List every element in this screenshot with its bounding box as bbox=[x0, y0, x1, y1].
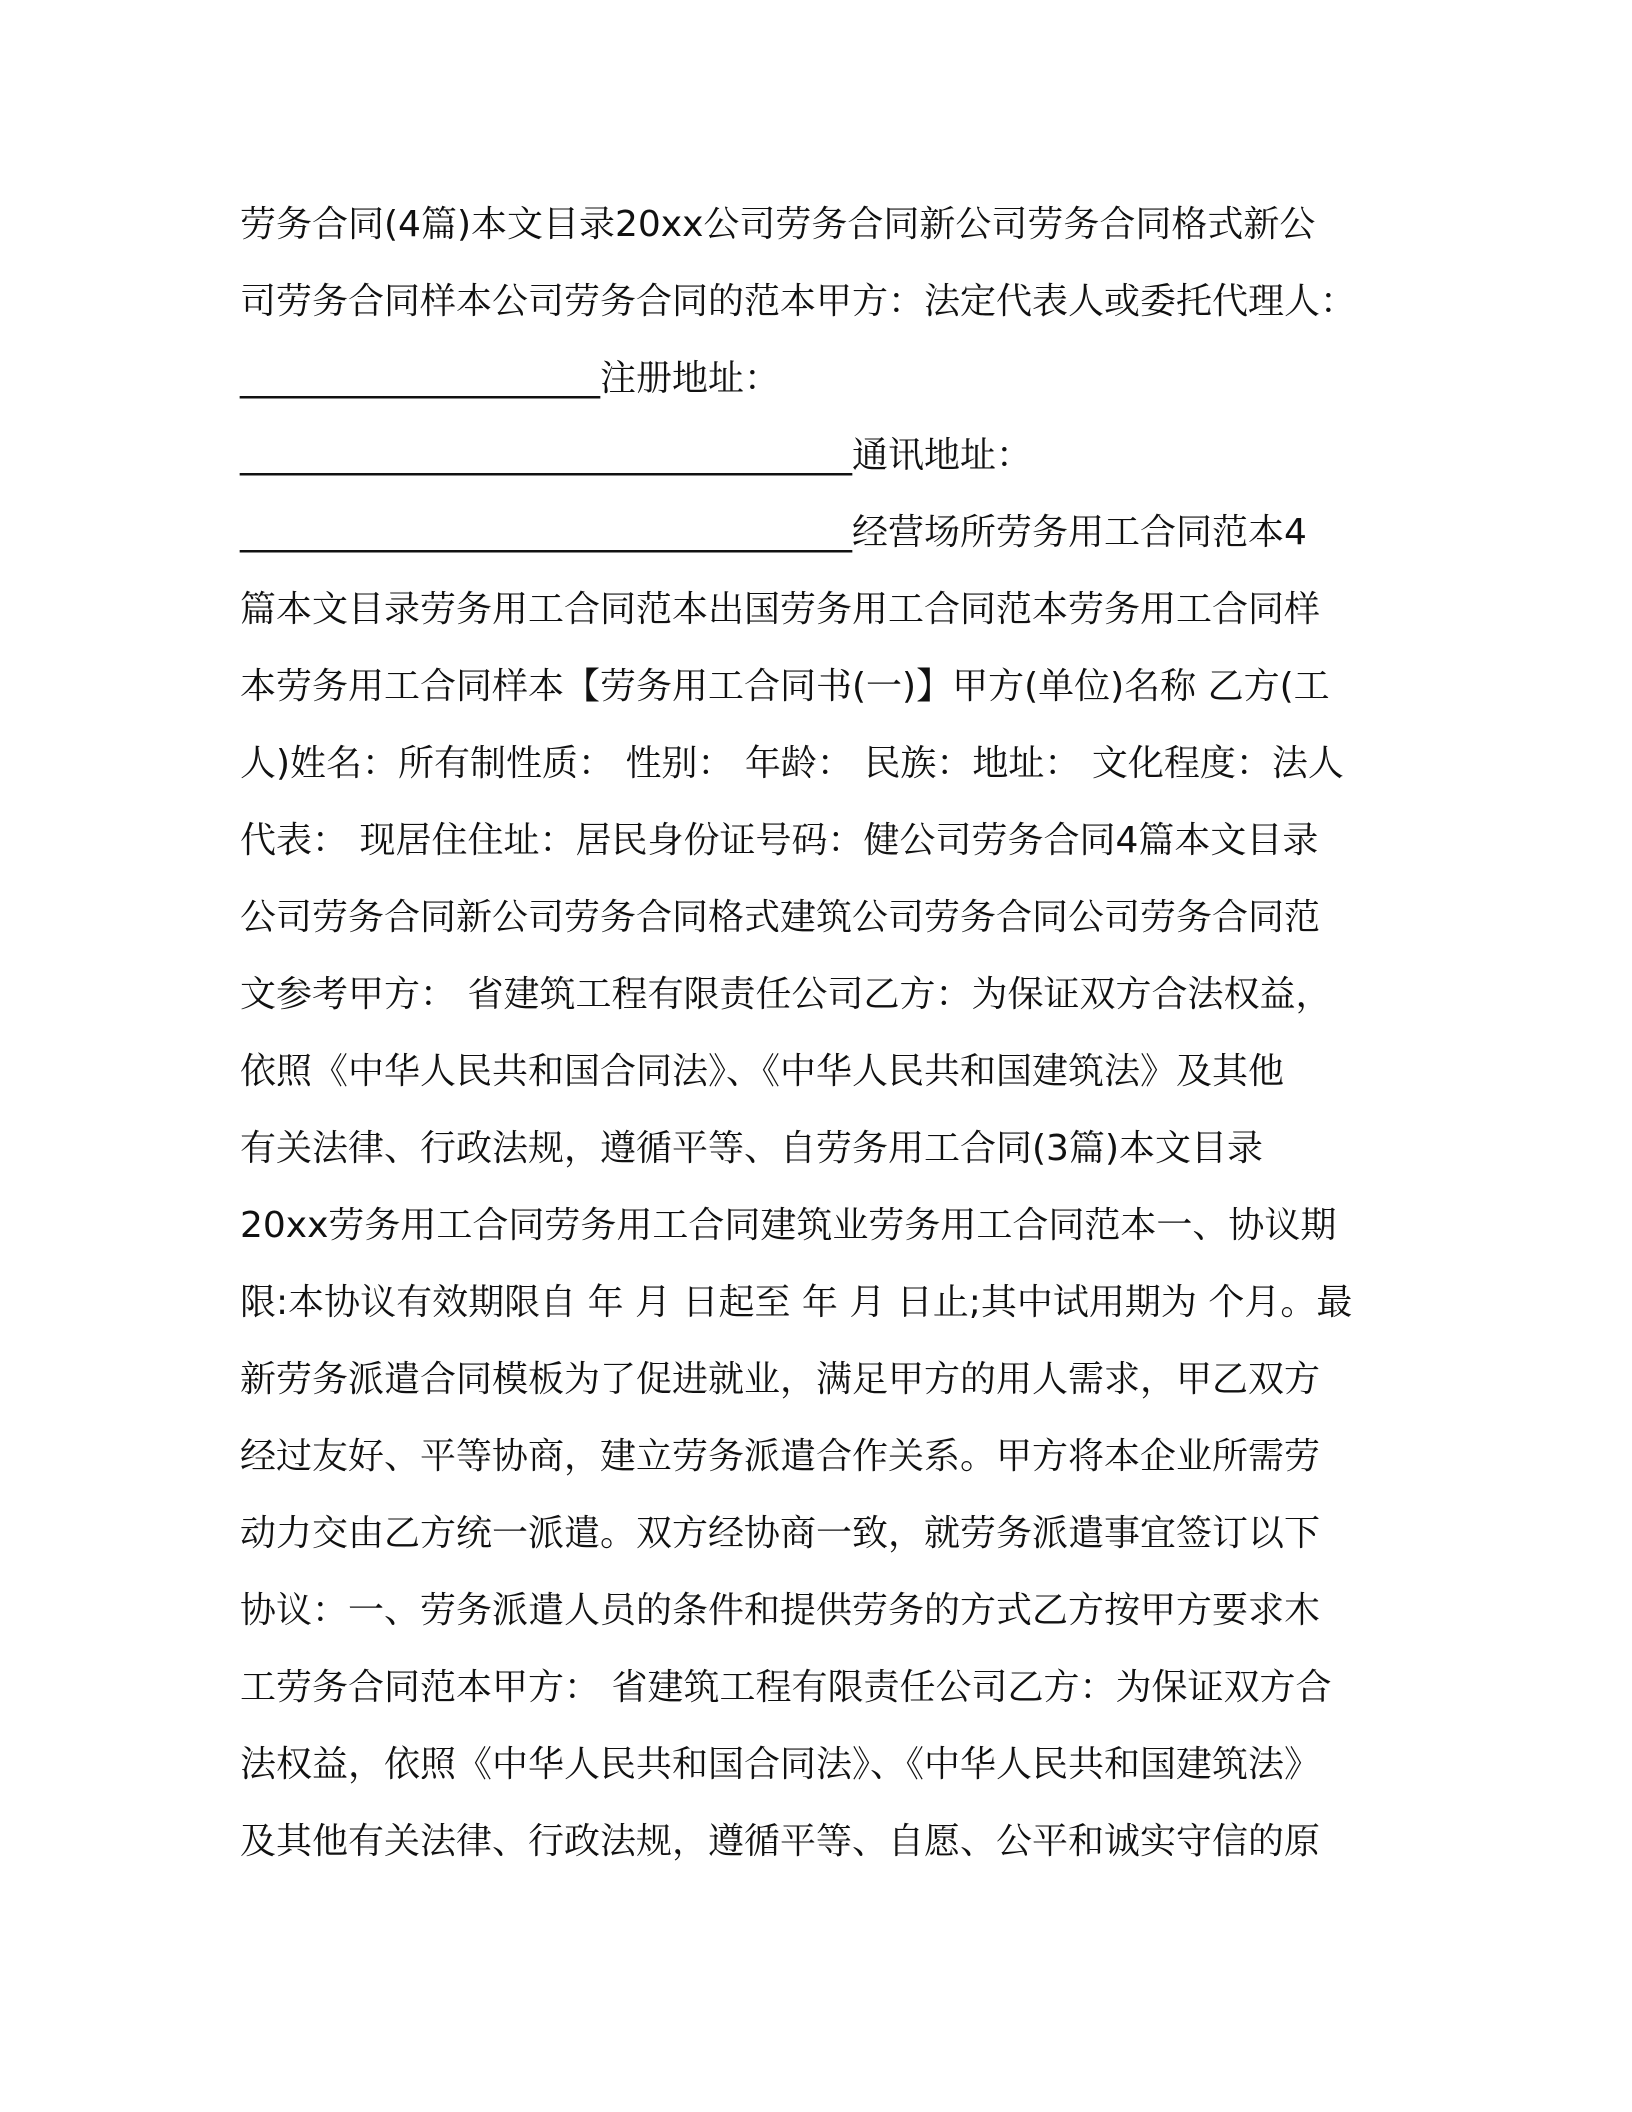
body-line: ____________________注册地址： bbox=[240, 358, 781, 399]
body-line: 协议：一、劳务派遣人员的条件和提供劳务的方式乙方按甲方要求木 bbox=[240, 1590, 1321, 1631]
body-line: 人)姓名：所有制性质： 性别： 年龄： 民族：地址： 文化程度：法人 bbox=[240, 743, 1344, 784]
body-line: 文参考甲方： 省建筑工程有限责任公司乙方：为保证双方合法权益， bbox=[240, 974, 1332, 1015]
body-line: __________________________________经营场所劳务用工合同范本4 bbox=[240, 512, 1307, 553]
body-line: 法权益，依照《中华人民共和国合同法》、《中华人民共和国建筑法》 bbox=[240, 1744, 1321, 1785]
body-line: 经过友好、平等协商，建立劳务派遣合作关系。甲方将本企业所需劳 bbox=[240, 1436, 1321, 1477]
body-line: 动力交由乙方统一派遣。双方经协商一致，就劳务派遣事宜签订以下 bbox=[240, 1513, 1321, 1554]
document-body bbox=[240, 186, 1390, 1880]
body-line: 20xx劳务用工合同劳务用工合同建筑业劳务用工合同范本一、协议期 bbox=[240, 1205, 1337, 1246]
body-line: 本劳务用工合同样本【劳务用工合同书(一)】甲方(单位)名称 乙方(工 bbox=[240, 666, 1330, 707]
body-line: 依照《中华人民共和国合同法》、《中华人民共和国建筑法》及其他 bbox=[240, 1051, 1285, 1092]
body-line: 劳务合同(4篇)本文目录20xx公司劳务合同新公司劳务合同格式新公 bbox=[240, 204, 1316, 245]
body-line: 新劳务派遣合同模板为了促进就业，满足甲方的用人需求，甲乙双方 bbox=[240, 1359, 1321, 1400]
body-line: 及其他有关法律、行政法规，遵循平等、自愿、公平和诚实守信的原 bbox=[240, 1821, 1321, 1862]
body-line: 限:本协议有效期限自 年 月 日起至 年 月 日止;其中试用期为 个月。最 bbox=[240, 1282, 1353, 1323]
body-line: 篇本文目录劳务用工合同范本出国劳务用工合同范本劳务用工合同样 bbox=[240, 589, 1321, 630]
body-line: __________________________________通讯地址： bbox=[240, 435, 1033, 476]
body-line: 有关法律、行政法规，遵循平等、自劳务用工合同(3篇)本文目录 bbox=[240, 1128, 1263, 1169]
body-line: 司劳务合同样本公司劳务合同的范本甲方：法定代表人或委托代理人： bbox=[240, 281, 1357, 322]
body-line: 公司劳务合同新公司劳务合同格式建筑公司劳务合同公司劳务合同范 bbox=[240, 897, 1321, 938]
body-line: 代表： 现居住住址：居民身份证号码：健公司劳务合同4篇本文目录 bbox=[240, 820, 1319, 861]
body-line: 工劳务合同范本甲方： 省建筑工程有限责任公司乙方：为保证双方合 bbox=[240, 1667, 1332, 1708]
